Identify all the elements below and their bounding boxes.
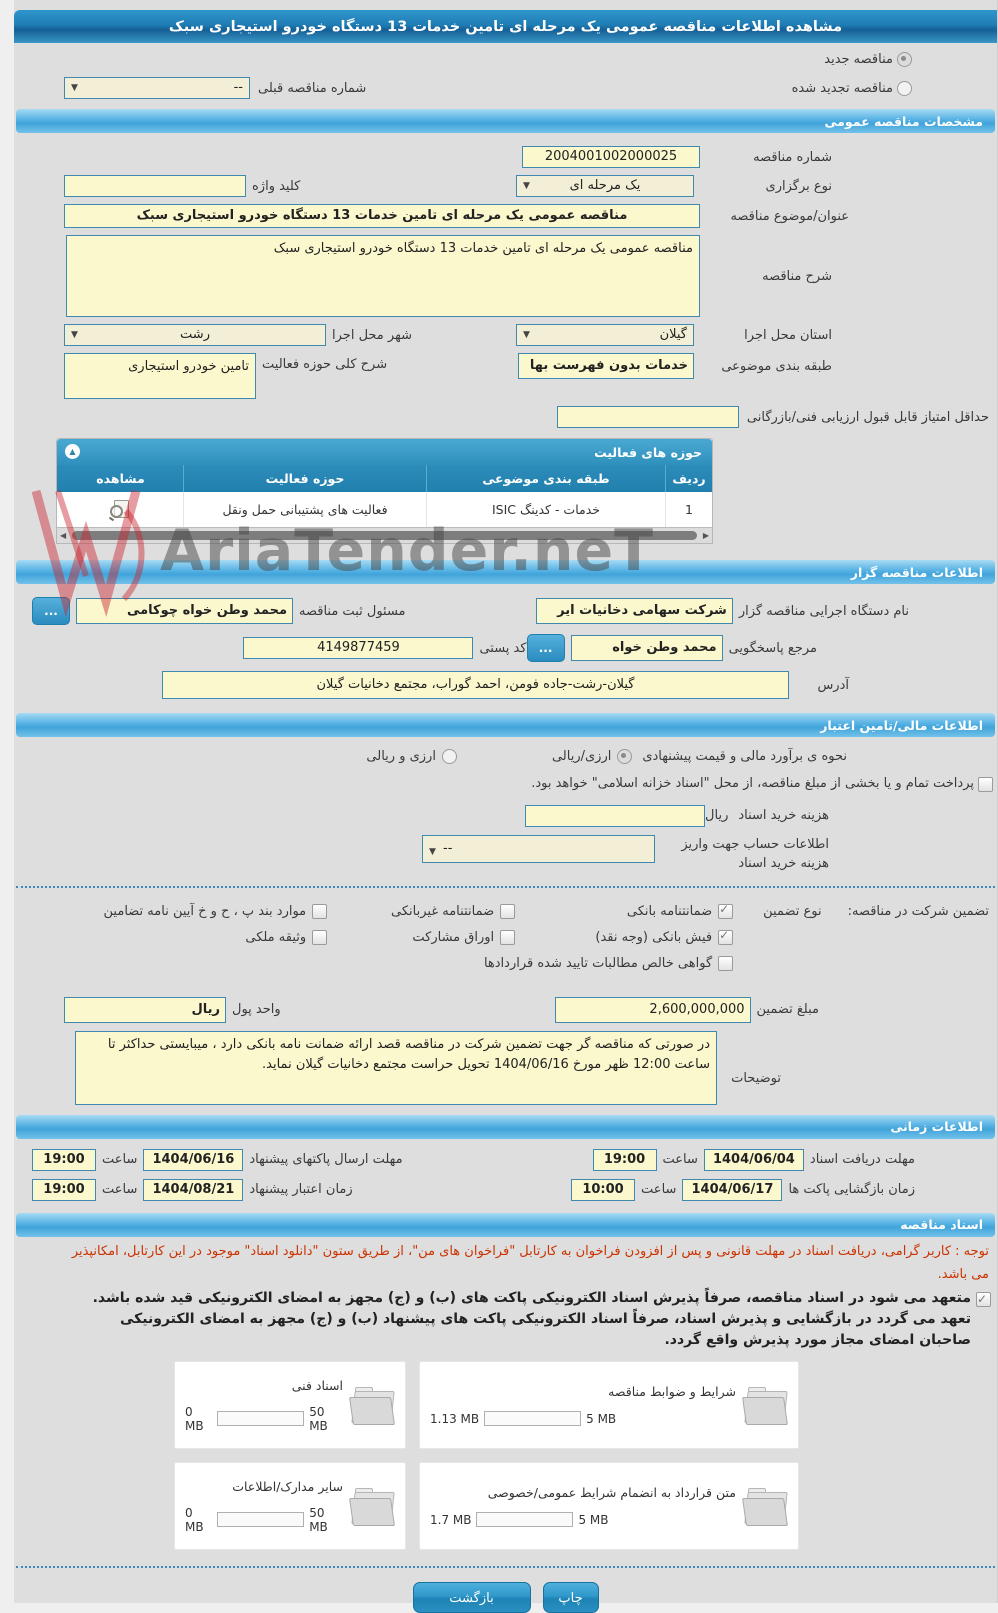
folder-icon (351, 1486, 395, 1526)
dashed-divider (16, 886, 995, 888)
chevron-down-icon: ▼ (71, 330, 78, 340)
file-card-title: سایر مدارک/اطلاعات (232, 1478, 343, 1494)
file-progress-bar (217, 1512, 304, 1527)
validity-date[interactable]: 1404/08/21 (143, 1179, 243, 1201)
cb-nonbank-guarantee[interactable] (500, 904, 515, 919)
section-documents-title: اسناد مناقصه (900, 1217, 983, 1233)
treasury-checkbox[interactable] (978, 777, 993, 792)
col-header-view: مشاهده (96, 471, 145, 486)
responder-more-button[interactable]: ... (527, 634, 565, 662)
currency-unit-field[interactable]: ریال (64, 997, 226, 1023)
section-documents-bar (16, 1213, 995, 1237)
cb-bylaw-items[interactable] (312, 904, 327, 919)
currency-unit-label: واحد پول (232, 1002, 281, 1018)
folder-icon (351, 1385, 395, 1425)
section-financial-bar (16, 713, 995, 737)
opening-time[interactable]: 10:00 (571, 1179, 635, 1201)
file-card-other[interactable] (174, 1462, 406, 1550)
horizontal-scrollbar[interactable] (57, 527, 712, 543)
min-score-label: حداقل امتیاز قابل قبول ارزیابی فنی/بازرگانی (746, 409, 989, 425)
guarantee-notes-textarea[interactable]: در صورتی که مناقصه گر جهت تضمین شرکت در مناقصه قصد ارائه ضمانت نامه بانکی دارد ، میبایستی حداکثر تا ساعت 12:00 ظهر مورخ 1404/06/16 تحویل حراست مجتمع دخانیات گیلان نماید. (75, 1031, 717, 1105)
collapse-button[interactable]: ▲ (65, 444, 80, 459)
file-used: 1.13 MB (430, 1411, 480, 1426)
docs-deadline-time[interactable]: 19:00 (593, 1149, 657, 1171)
scroll-left-icon[interactable]: ◀ (60, 531, 67, 540)
folder-icon (744, 1486, 788, 1526)
agency-label: نام دستگاه اجرایی مناقصه گزار (738, 603, 909, 619)
activity-scope-label: شرح کلی حوزه فعالیت (262, 357, 388, 372)
doc-fee-unit: ریال (705, 808, 729, 824)
hour-label: ساعت (641, 1182, 677, 1198)
prev-tender-number-select[interactable]: -- ▼ (64, 77, 250, 99)
guarantee-amount-label: مبلغ تضمین (756, 1002, 819, 1018)
activity-areas-title: حوزه های فعالیت (594, 444, 702, 460)
registrar-more-button[interactable]: ... (32, 597, 70, 625)
chevron-down-icon: ▼ (523, 330, 530, 340)
col-header-row: ردیف (665, 465, 712, 492)
submit-deadline-date[interactable]: 1404/06/16 (143, 1149, 243, 1171)
section-financial-title: اطلاعات مالی/تامین اعتبار (820, 717, 983, 733)
cb-net-claims[interactable] (718, 956, 733, 971)
file-card-title: متن قرارداد به انضمام شرایط عمومی/خصوصی (487, 1485, 736, 1501)
guarantee-type-label: نوع تضمین (763, 903, 822, 919)
responder-label: مرجع پاسخگویی (728, 640, 817, 656)
estimate-method-label: نحوه ی برآورد مالی و قیمت پیشنهادی (642, 749, 847, 764)
hour-label: ساعت (102, 1182, 138, 1198)
category-label: طبقه بندی موضوعی (721, 358, 832, 374)
address-label: آدرس (817, 677, 849, 693)
cb-bank-guarantee[interactable] (718, 904, 733, 919)
document-cards (14, 1361, 799, 1550)
commitment-paragraph (14, 1286, 997, 1351)
cb-bank-guarantee-label: ضمانتنامه بانکی (626, 903, 713, 919)
guarantee-section-label: تضمین شرکت در مناقصه: (847, 903, 989, 919)
cb-bank-receipt[interactable] (718, 930, 733, 945)
address-field[interactable]: گیلان-رشت-جاده فومن، احمد گوراب، مجتمع دخانیات گیلان (162, 671, 789, 699)
cb-bank-receipt-label: فیش بانکی (وجه نقد) (595, 929, 713, 945)
radio-mixed-currency-label: ارزی و ریالی (366, 749, 436, 764)
section-general-title: مشخصات مناقصه عمومی (824, 113, 983, 129)
description-textarea[interactable]: مناقصه عمومی یک مرحله ای تامین خدمات 13 دستگاه خودرو استیجاری سبک (66, 235, 700, 317)
submit-deadline-time[interactable]: 19:00 (32, 1149, 96, 1171)
radio-renewed-tender-label: مناقصه تجدید شده (791, 80, 893, 96)
guarantee-amount-field[interactable]: 2,600,000,000 (555, 997, 751, 1023)
view-magnifier-icon[interactable] (109, 499, 133, 521)
postal-code-label: کد پستی (479, 640, 527, 656)
city-select[interactable]: رشت ▼ (64, 324, 326, 346)
section-employer-bar (16, 560, 995, 584)
file-card-title: اسناد فنی (291, 1377, 343, 1393)
watermark-text: AriaTender.neT (160, 518, 654, 584)
scroll-right-icon[interactable]: ▶ (702, 531, 709, 540)
page-title: مشاهده اطلاعات مناقصه عمومی یک مرحله ای تامین خدمات 13 دستگاه خودرو استیجاری سبک (168, 18, 843, 35)
cb-nonbank-guarantee-label: ضمانتنامه غیربانکی (391, 903, 495, 919)
table-row (57, 492, 712, 527)
cb-bylaw-items-label: موارد بند پ ، ح و خ آیین نامه تضامین (103, 903, 307, 919)
hour-label: ساعت (662, 1152, 698, 1168)
guarantee-notes-label: توضیحات (731, 1070, 781, 1086)
radio-rial-currency[interactable] (617, 749, 632, 764)
radio-rial-currency-label: ارزی/ریالی (551, 749, 612, 764)
section-general-bar (16, 109, 995, 133)
radio-renewed-tender[interactable] (897, 81, 912, 96)
hour-label: ساعت (102, 1152, 138, 1168)
back-button[interactable]: بازگشت (413, 1582, 531, 1613)
folder-icon (744, 1385, 788, 1425)
file-max: 50 MB (309, 1505, 328, 1534)
col-header-activity: حوزه فعالیت (183, 465, 426, 492)
page-container (14, 0, 998, 1603)
agency-field[interactable]: شرکت سهامی دخانیات ایر (536, 598, 733, 624)
file-card-technical[interactable] (174, 1361, 406, 1449)
doc-fee-label: هزینه خرید اسناد (738, 808, 829, 824)
province-select[interactable]: گیلان ▼ (516, 324, 694, 346)
radio-mixed-currency[interactable] (442, 749, 457, 764)
category-field[interactable]: خدمات بدون فهرست بها (518, 353, 694, 379)
col-header-category: طبقه بندی موضوعی (426, 465, 665, 492)
registrar-field[interactable]: محمد وطن خواه چوکامی (76, 598, 293, 624)
postal-code-field[interactable]: 4149877459 (243, 637, 473, 659)
cell-row-index: 1 (665, 492, 712, 527)
file-used: 0 MB (185, 1404, 204, 1433)
responder-field[interactable]: محمد وطن خواه (571, 635, 723, 661)
province-label: استان محل اجرا (744, 327, 832, 343)
print-button[interactable]: چاپ (543, 1582, 599, 1613)
subject-field[interactable]: مناقصه عمومی یک مرحله ای تامین خدمات 13 دستگاه خودرو استیجاری سبک (64, 204, 700, 228)
file-max: 5 MB (578, 1512, 609, 1527)
section-employer-title: اطلاعات مناقصه گزار (850, 564, 983, 580)
file-used: 0 MB (185, 1505, 204, 1534)
cb-net-claims-label: گواهی خالص مطالبات تایید شده قراردادها (483, 955, 713, 971)
cb-participation-bonds-label: اوراق مشارکت (412, 929, 495, 945)
prev-tender-number-label: شماره مناقصه قبلی (258, 80, 367, 96)
tender-number-label: شماره مناقصه (753, 149, 832, 165)
documents-notice: توجه : کاربر گرامی، دریافت اسناد در مهلت قانونی و پس از افزودن فراخوان به کارتابل "فراخوان های من"، از طریق ستون "دانلود اسناد" موجود در این کارتابل، امکانپذیر می باشد. (71, 1243, 989, 1282)
min-score-field[interactable] (557, 406, 739, 428)
file-card-title: شرایط و ضوابط مناقصه (608, 1384, 736, 1400)
keyword-field[interactable] (64, 175, 246, 197)
file-card-contract[interactable] (419, 1462, 799, 1550)
activity-areas-column-headers (57, 465, 712, 492)
holding-type-label: نوع برگزاری (765, 178, 832, 194)
holding-type-select[interactable]: یک مرحله ای ▼ (516, 175, 694, 197)
account-info-label: اطلاعات حساب جهت واریز هزینه خرید اسناد (681, 836, 829, 872)
description-label: شرح مناقصه (762, 268, 832, 284)
commitment-checkbox[interactable] (976, 1292, 991, 1307)
docs-deadline-label: مهلت دریافت اسناد (809, 1152, 915, 1168)
chevron-down-icon: ▼ (523, 181, 530, 191)
registrar-label: مسئول ثبت مناقصه (299, 603, 406, 619)
cell-category: خدمات - کدینگ ISIC (426, 492, 665, 527)
cb-property-collateral[interactable] (312, 930, 327, 945)
dashed-divider (16, 1566, 995, 1568)
treasury-checkbox-label: پرداخت تمام و یا بخشی از مبلغ مناقصه، از محل "اسناد خزانه اسلامی" خواهد بود. (531, 776, 974, 791)
radio-new-tender[interactable] (897, 52, 912, 67)
city-label: شهر محل اجرا (332, 327, 412, 343)
file-card-terms[interactable] (419, 1361, 799, 1449)
opening-time-label: زمان بازگشایی پاکت ها (788, 1182, 915, 1198)
activity-areas-header (57, 439, 712, 465)
file-max: 5 MB (586, 1411, 617, 1426)
radio-new-tender-label: مناقصه جدید (824, 52, 893, 67)
commitment-text: متعهد می شود در اسناد مناقصه، صرفاً پذیرش اسناد الکترونیکی پاکت های (ب) و (ج) مجهز به امضای الکترونیکی قید شده باشد. تعهد می گردد در بازگشایی و پذیرش اسناد، صرفاً اسناد الکترونیکی پاکت های پیشنهاد (ب) و (ج) مجهز به امضای الکترونیکی صاحبان امضای مجاز مورد پذیرش واقع گردد. (92, 1290, 971, 1349)
file-used: 1.7 MB (430, 1512, 472, 1527)
chevron-down-icon: ▼ (429, 846, 436, 857)
activity-scope-textarea[interactable]: تامین خودرو استیجاری (64, 353, 256, 399)
subject-label: عنوان/موضوع مناقصه (730, 208, 849, 224)
chevron-down-icon: ▼ (71, 83, 78, 93)
docs-deadline-date[interactable]: 1404/06/04 (704, 1149, 804, 1171)
section-timing-bar (16, 1115, 995, 1139)
file-progress-bar (217, 1411, 304, 1426)
validity-time-label: زمان اعتبار پیشنهاد (249, 1182, 353, 1198)
file-progress-bar (476, 1512, 573, 1527)
keyword-label: کلید واژه (252, 178, 301, 194)
activity-areas-table (56, 438, 713, 544)
cb-property-collateral-label: وثیقه ملکی (245, 929, 307, 945)
cell-activity: فعالیت های پشتیبانی حمل ونقل (183, 492, 426, 527)
section-timing-title: اطلاعات زمانی (890, 1119, 983, 1135)
file-progress-bar (484, 1411, 581, 1426)
submit-deadline-label: مهلت ارسال پاکتهای پیشنهاد (249, 1152, 403, 1168)
file-max: 50 MB (309, 1404, 328, 1433)
tender-number-field[interactable]: 2004001002000025 (522, 146, 700, 168)
page-title-bar (14, 10, 997, 43)
doc-fee-field[interactable] (525, 805, 705, 827)
account-info-select[interactable]: -- ▼ (422, 835, 655, 863)
opening-date[interactable]: 1404/06/17 (682, 1179, 782, 1201)
validity-time[interactable]: 19:00 (32, 1179, 96, 1201)
scrollbar-thumb[interactable] (72, 531, 697, 540)
cb-participation-bonds[interactable] (500, 930, 515, 945)
